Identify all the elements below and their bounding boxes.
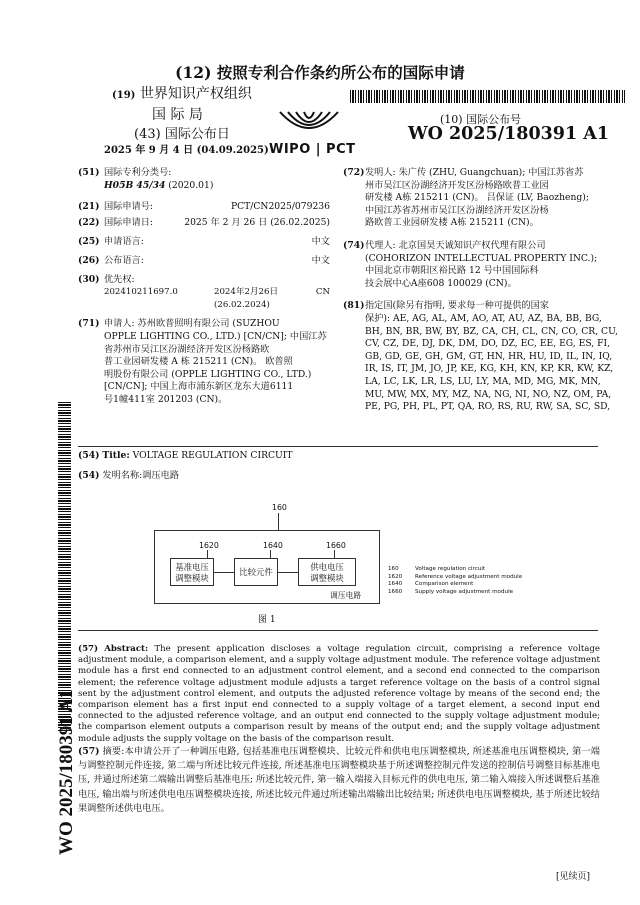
field-25-label: 申请语言: xyxy=(104,236,144,248)
field-22-num: (22) xyxy=(78,216,100,228)
block-supply-voltage-line1: 供电电压 xyxy=(310,562,344,572)
field-21-label: 国际申请号: xyxy=(104,201,154,213)
pub-date-label: (43) 国际公布日 xyxy=(134,127,230,142)
designated-states-line: BH, BN, BR, BW, BY, BZ, CA, CH, CL, CN, CO, CR, CU, xyxy=(365,325,618,337)
block-reference-voltage xyxy=(170,558,214,586)
designated-states-line: PE, PG, PH, PL, PT, QA, RO, RS, RU, RW, SA, SC, SD, xyxy=(365,401,611,413)
legend-ref: 1620 xyxy=(388,573,403,580)
priority-country: CN xyxy=(315,287,330,298)
org-name: 世界知识产权组织 xyxy=(139,86,252,102)
side-pub-number: WO 2025/180391 A1 xyxy=(56,689,77,855)
priority-app-number: 202410211697.0 xyxy=(104,287,178,298)
fig-leader-1 xyxy=(207,550,208,558)
priority-date: 2024年2月26日 (26.02.2024) xyxy=(214,287,279,310)
fig-ref-2: 1640 xyxy=(263,541,283,550)
field-30-num: (30) xyxy=(78,273,100,285)
legend-text: Supply voltage adjustment module xyxy=(415,588,514,595)
title-en-num: (54) xyxy=(78,450,100,461)
fig-outer-label: 调压电路 xyxy=(330,591,362,600)
block-comparison-label: 比较元件 xyxy=(239,567,273,577)
title-cn-label: 发明名称: xyxy=(102,470,143,481)
block-supply-voltage xyxy=(298,558,356,586)
agent-line: 代理人: 北京国昊天诚知识产权代理有限公司 xyxy=(365,239,546,251)
fig-leader-3 xyxy=(334,550,335,558)
block-supply-voltage-line2: 调整模块 xyxy=(310,573,344,583)
legend-row xyxy=(388,574,522,582)
applicant-line: 普工业园研发楼 A 栋 215211 (CN)。 欧普照 xyxy=(104,356,293,368)
section-divider-2 xyxy=(78,630,598,631)
pub-number-label: (10) 国际公布号 xyxy=(440,113,522,126)
fig-ref-1: 1620 xyxy=(199,541,219,550)
fig-leader-2 xyxy=(270,550,271,558)
designated-states-line: 指定国(除另有指明, 要求每一种可提供的国家 xyxy=(365,300,549,312)
legend-text: Comparison element xyxy=(415,581,474,588)
field-51-value: H05B 45/34 xyxy=(104,179,166,191)
title-en-label: Title: xyxy=(102,450,130,461)
applicant-line: 省苏州市吴江区汾湖经济开发区汾杨路欧 xyxy=(104,343,270,355)
fig-legend xyxy=(388,566,522,596)
agent-line: 技会展中心A座608 100029 (CN)。 xyxy=(365,277,517,289)
abstract-en-label: Abstract: xyxy=(104,644,149,654)
title-en xyxy=(78,450,293,463)
section-divider xyxy=(78,446,598,447)
field-51-label: 国际专利分类号: xyxy=(104,167,172,178)
abstract-cn-text: 本申请公开了一种调压电路, 包括基准电压调整模块、比较元件和供电电压调整模块, 所述基准电压调整模块, 第一端与调整控制元件连接, 第二端与所述比较元件连接, 所述基准电压调整模块基于所述调整控制元件发送的控制信号调整目标基准电压, 并通过所述第二端输出调整后基准电压; 所述比较元件, 第一输入端接入目标元件的供电电压, 第二输入端接入所述调整后基准电压, 输出端与所述供电电压调整模块连接, 所述比较元件通过所述输出端输出比较结果; 所述供电电压调整模块, 基于所述比较结果调整所述供电电压。 xyxy=(78,746,600,814)
inventor-line: 路欧普工业园研发楼 A栋 215211 (CN)。 xyxy=(365,217,539,229)
abstract-cn-num: (57) xyxy=(78,746,100,757)
legend-ref: 1640 xyxy=(388,581,403,588)
field-51-version: (2020.01) xyxy=(168,179,214,191)
inventor-line: 研发楼 A栋 215211 (CN)。 吕保证 (LV, Baozheng); xyxy=(365,192,589,204)
field-81-num: (81) xyxy=(343,300,365,312)
designated-states-line: MU, MW, MX, MY, MZ, NA, NG, NI, NO, NZ, OM, PA, xyxy=(365,388,612,400)
title-en-text: VOLTAGE REGULATION CIRCUIT xyxy=(132,450,293,461)
document-title: (12) 按照专利合作条约所公布的国际申请 xyxy=(175,63,465,82)
designated-states-line: CV, CZ, DE, DJ, DK, DM, DO, DZ, EC, EE, EG, ES, FI, xyxy=(365,338,611,350)
legend-ref: 160 xyxy=(388,566,399,572)
org-number: (19) xyxy=(112,90,136,101)
field-21-value: PCT/CN2025/079236 xyxy=(230,201,330,213)
field-26-num: (26) xyxy=(78,254,100,266)
fig-ref-3: 1660 xyxy=(326,541,346,550)
applicant-line: [CN/CN]; 中国上海市浦东新区龙东大道6111 xyxy=(104,381,294,393)
inventor-line: 发明人: 朱广传 (ZHU, Guangchuan); 中国江苏省苏 xyxy=(365,167,584,178)
field-71-num: (71) xyxy=(78,318,100,330)
abstract-cn xyxy=(78,745,600,816)
applicant-line: 申请人: 苏州欧普照明有限公司 (SUZHOU xyxy=(104,318,280,330)
inventor-block xyxy=(365,167,595,230)
fig-connector-1 xyxy=(214,572,234,573)
agent-line: (COHORIZON INTELLECTUAL PROPERTY INC.); xyxy=(365,252,598,264)
field-22-label: 国际申请日: xyxy=(104,216,154,228)
org-subname: 国 际 局 xyxy=(152,107,203,123)
legend-ref: 1660 xyxy=(388,588,403,595)
pub-number: WO 2025/180391 A1 xyxy=(408,124,609,144)
designated-states-line: GB, GD, GE, GH, GM, GT, HN, HR, HU, ID, IL, IN, IQ, xyxy=(365,350,613,362)
abstract-en xyxy=(78,644,600,745)
legend-text: Reference voltage adjustment module xyxy=(415,573,523,580)
field-22-value: 2025 年 2 月 26 日 (26.02.2025) xyxy=(184,216,330,228)
field-25-num: (25) xyxy=(78,236,100,248)
abstract-en-text: The present application discloses a voltage regulation circuit, comprising a reference voltage adjustment module, a comparison element, and a supply voltage adjustment module. The reference voltage adjustment module has a first end connected to an adjustment control element, and a second end connected to the comparison element; the reference voltage adjustment module adjusts a target reference voltage on the basis of a control signal sent by the adjustment control element, and outputs the adjusted reference voltage by means of the second end; the comparison element has a first input end connected to a supply voltage of a target element, a second input end connected to the adjusted reference voltage, and an output end connected to the supply voltage adjustment module; the comparison element outputs a comparison result by means of the output end; and the supply voltage adjustment module adjusts the supply voltage on the basis of the comparison result. xyxy=(78,644,600,744)
designated-states-line: IR, IS, IT, JM, JO, JP, KE, KG, KH, KN, KP, KR, KW, KZ, xyxy=(365,363,614,375)
org-block xyxy=(112,83,272,124)
pub-date: 2025 年 9 月 4 日 (04.09.2025) xyxy=(104,145,269,156)
field-30-label: 优先权: xyxy=(104,273,135,285)
title-cn-num: (54) xyxy=(78,470,100,481)
applicant-line: 明股份有限公司 (OPPLE LIGHTING CO., LTD.) xyxy=(104,368,312,380)
title-cn-text: 调压电路 xyxy=(142,470,180,481)
applicant-line: OPPLE LIGHTING CO., LTD.) [CN/CN]; 中国江苏 xyxy=(104,330,327,342)
right-column xyxy=(343,167,618,414)
block-reference-voltage-line2: 调整模块 xyxy=(175,573,209,583)
wipo-logo: WIPO | PCT xyxy=(269,142,356,157)
abstract-en-num: (57) xyxy=(78,644,99,654)
field-51-num: (51) xyxy=(78,167,100,178)
fig-caption: 图 1 xyxy=(258,615,276,625)
abstract-cn-label: 摘要: xyxy=(102,746,125,757)
legend-text: Voltage regulation circuit xyxy=(415,566,486,572)
field-26-value: 中文 xyxy=(311,254,330,266)
fig-leader-outer xyxy=(278,513,279,531)
left-column xyxy=(78,167,330,407)
field-26-label: 公布语言: xyxy=(104,254,144,266)
agent-line: 中国北京市朝阳区裕民路 12 号中国国际科 xyxy=(365,265,539,277)
top-barcode xyxy=(350,90,625,103)
block-comparison xyxy=(234,558,278,586)
side-barcode xyxy=(58,402,71,732)
field-25-value: 中文 xyxy=(311,236,330,248)
legend-row xyxy=(388,566,522,574)
field-21-num: (21) xyxy=(78,201,100,213)
title-cn xyxy=(78,470,179,483)
designated-states-block xyxy=(365,300,618,413)
continued-note: [见续页] xyxy=(556,872,591,882)
field-74-num: (74) xyxy=(343,239,365,251)
fig-connector-2 xyxy=(278,572,298,573)
applicant-block xyxy=(104,318,330,406)
agent-block xyxy=(365,240,597,290)
block-reference-voltage-line1: 基准电压 xyxy=(175,562,209,572)
designated-states-line: LA, LC, LK, LR, LS, LU, LY, MA, MD, MG, MK, MN, xyxy=(365,375,601,387)
designated-states-line: 保护): AE, AG, AL, AM, AO, AT, AU, AZ, BA, BB, BG, xyxy=(365,312,602,324)
inventor-line: 州市吴江区汾湖经济开发区汾杨路欧普工业园 xyxy=(365,179,549,191)
wipo-emblem-icon xyxy=(274,108,344,142)
fig-ref-outer: 160 xyxy=(272,503,287,512)
legend-row xyxy=(388,581,522,589)
applicant-line: 号1幢411室 201203 (CN)。 xyxy=(104,393,228,405)
inventor-line: 中国江苏省苏州市吴江区汾湖经济开发区汾杨 xyxy=(365,204,549,216)
field-72-num: (72) xyxy=(343,167,365,178)
legend-row xyxy=(388,589,522,597)
